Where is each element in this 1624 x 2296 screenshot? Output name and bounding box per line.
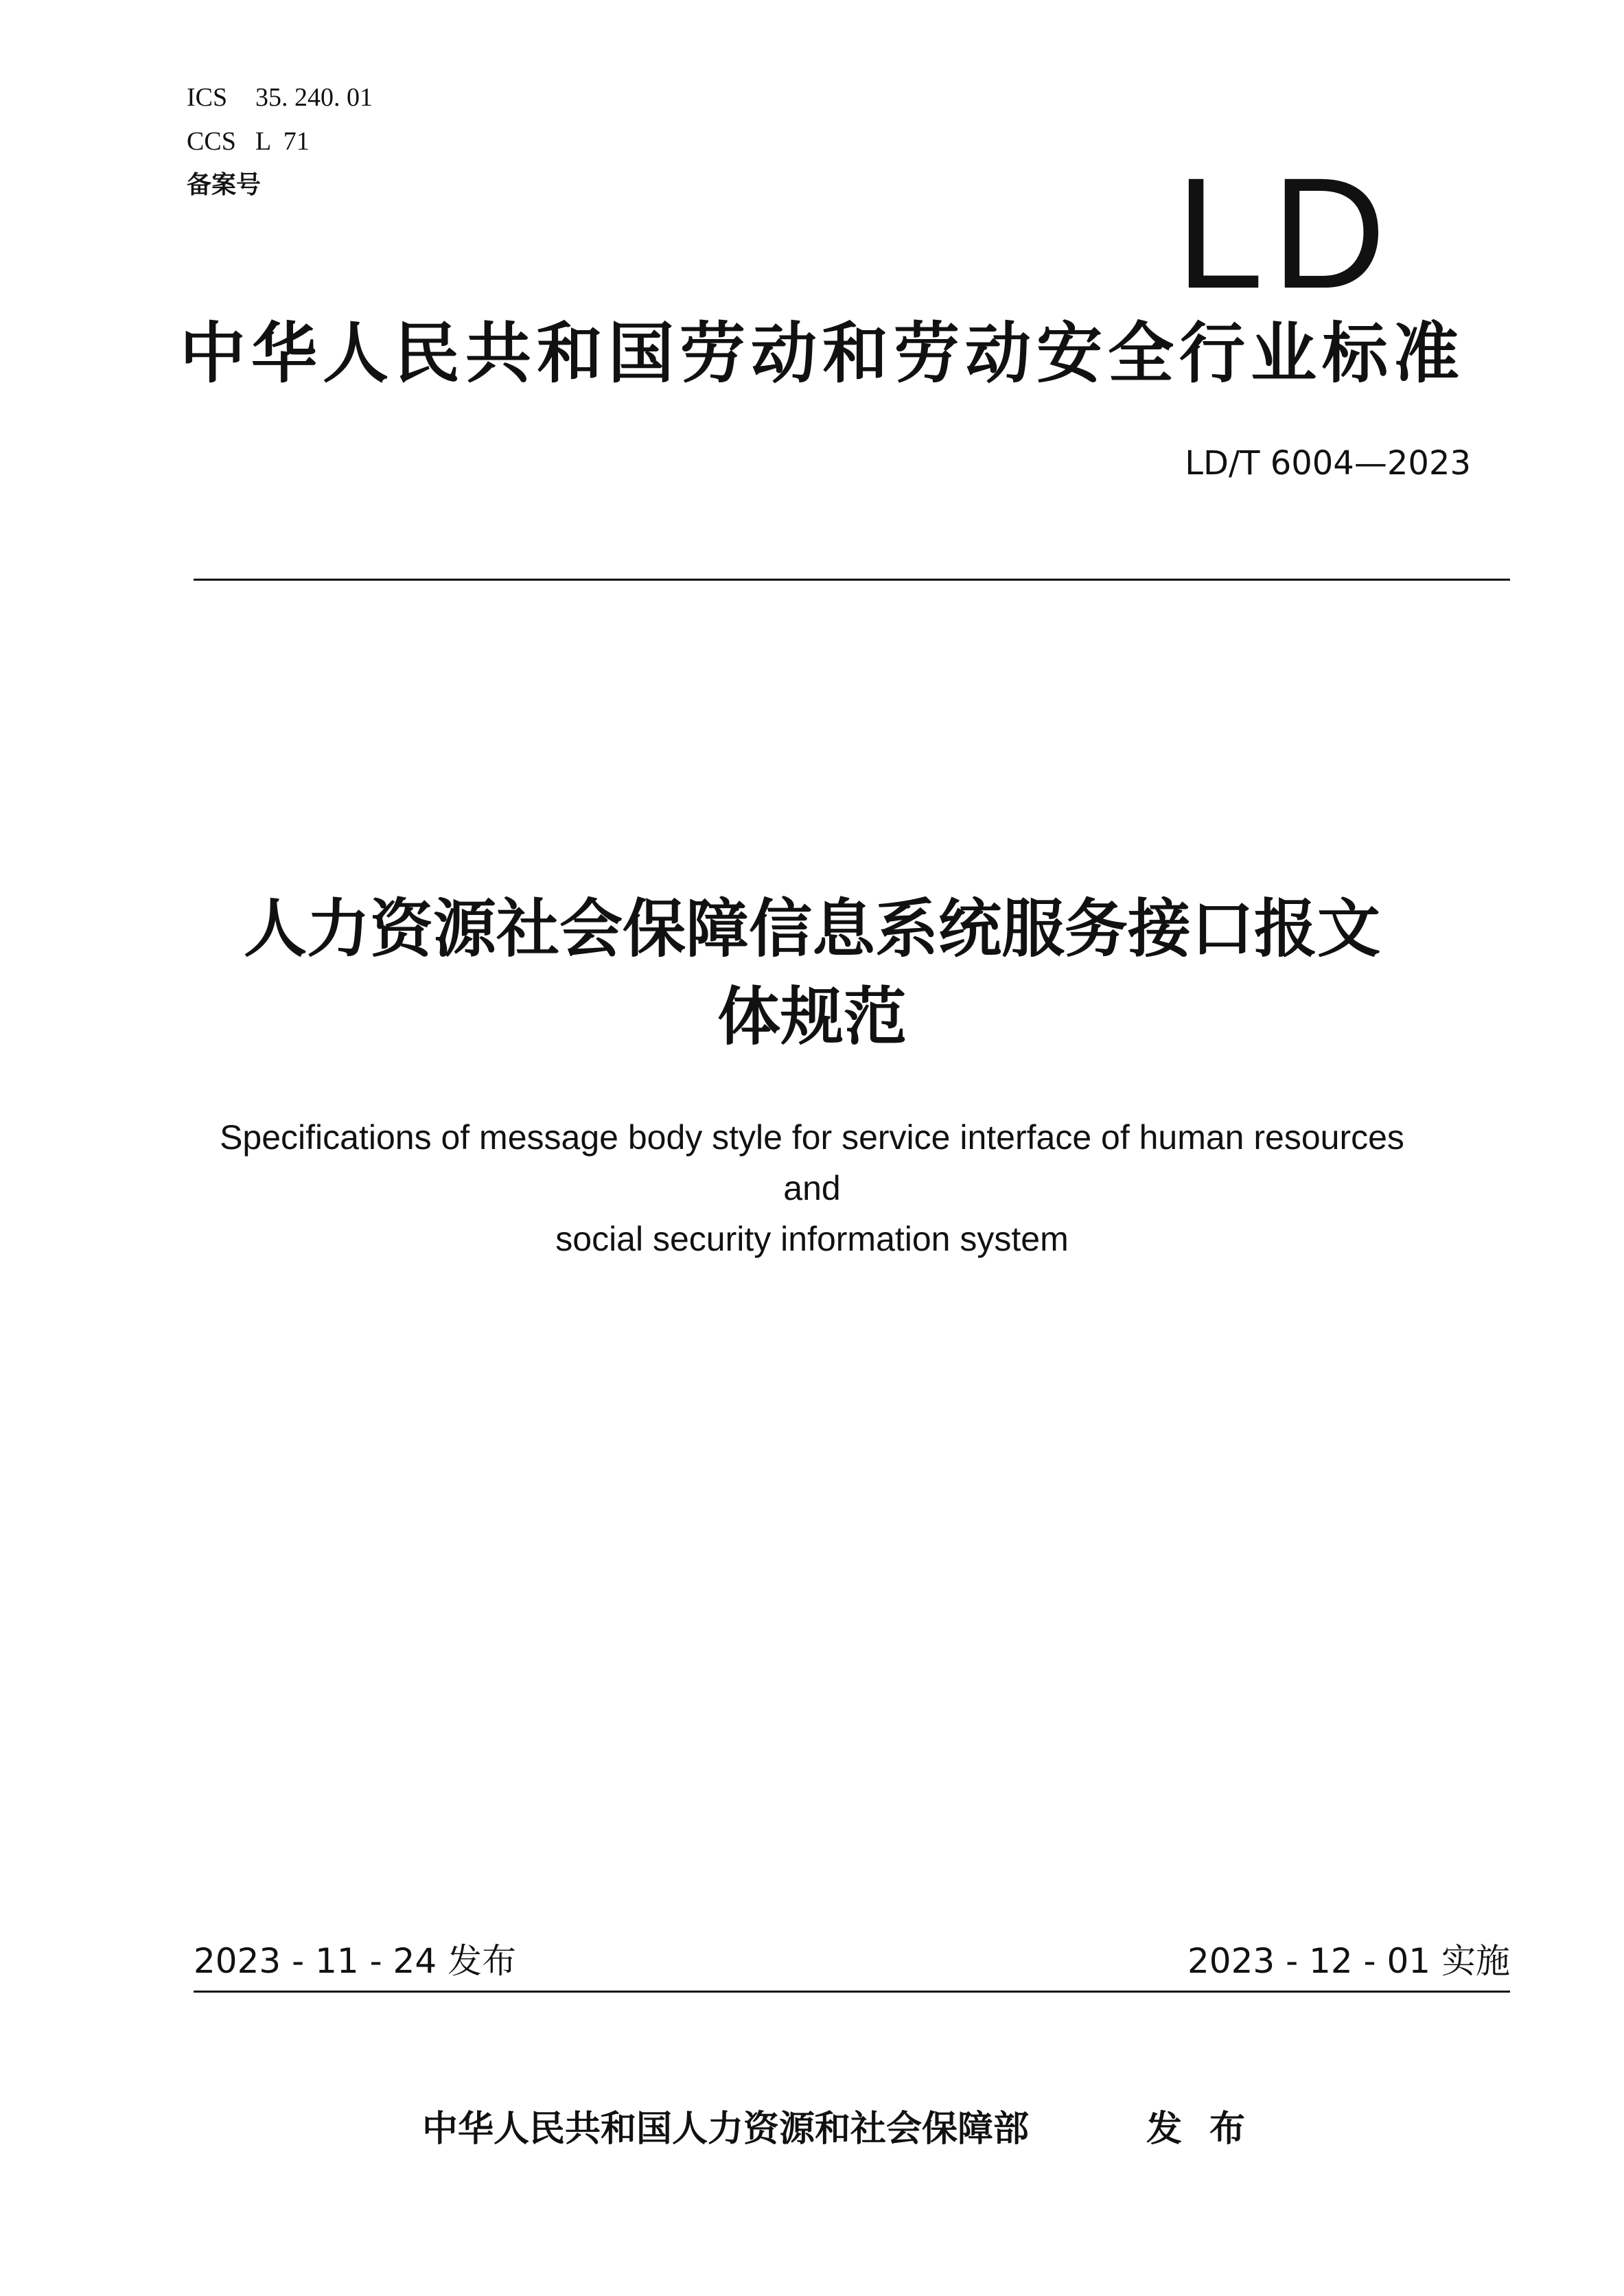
document-title-en-line2: social security information system (555, 1220, 1069, 1258)
ccs-label: CCS (187, 127, 236, 156)
publisher-name: 中华人民共和国人力资源和社会保障部 (422, 2109, 1030, 2150)
ccs-value: L 71 (255, 127, 310, 156)
implementation-date: 2023 - 12 - 01 实施 (1187, 1941, 1510, 1981)
issue-date: 2023 - 11 - 24 发布 (194, 1941, 517, 1981)
document-title-en (194, 1112, 1430, 1264)
classification-block (187, 76, 373, 207)
document-title-cn (160, 885, 1464, 1061)
document-title-en-line1: Specifications of message body style for service interface of human resources and (220, 1118, 1404, 1207)
record-number-label: 备案号 (187, 171, 262, 199)
bottom-divider (194, 1991, 1510, 1993)
ics-row (187, 76, 373, 119)
ics-label: ICS (187, 83, 228, 112)
ccs-row (187, 119, 373, 163)
publish-label: 发布 (1146, 2109, 1273, 2150)
document-title-cn-line2: 体规范 (717, 980, 907, 1054)
industry-standard-title: 中华人民共和国劳动和劳动安全行业标准 (180, 315, 1465, 392)
standard-mark-logo: LD (1175, 145, 1394, 321)
top-divider (194, 579, 1510, 581)
standard-code: LD/T 6004—2023 (1185, 444, 1471, 483)
document-title-cn-line1: 人力资源社会保障信息系统服务接口报文 (243, 892, 1380, 966)
ics-value: 35. 240. 01 (255, 83, 373, 112)
